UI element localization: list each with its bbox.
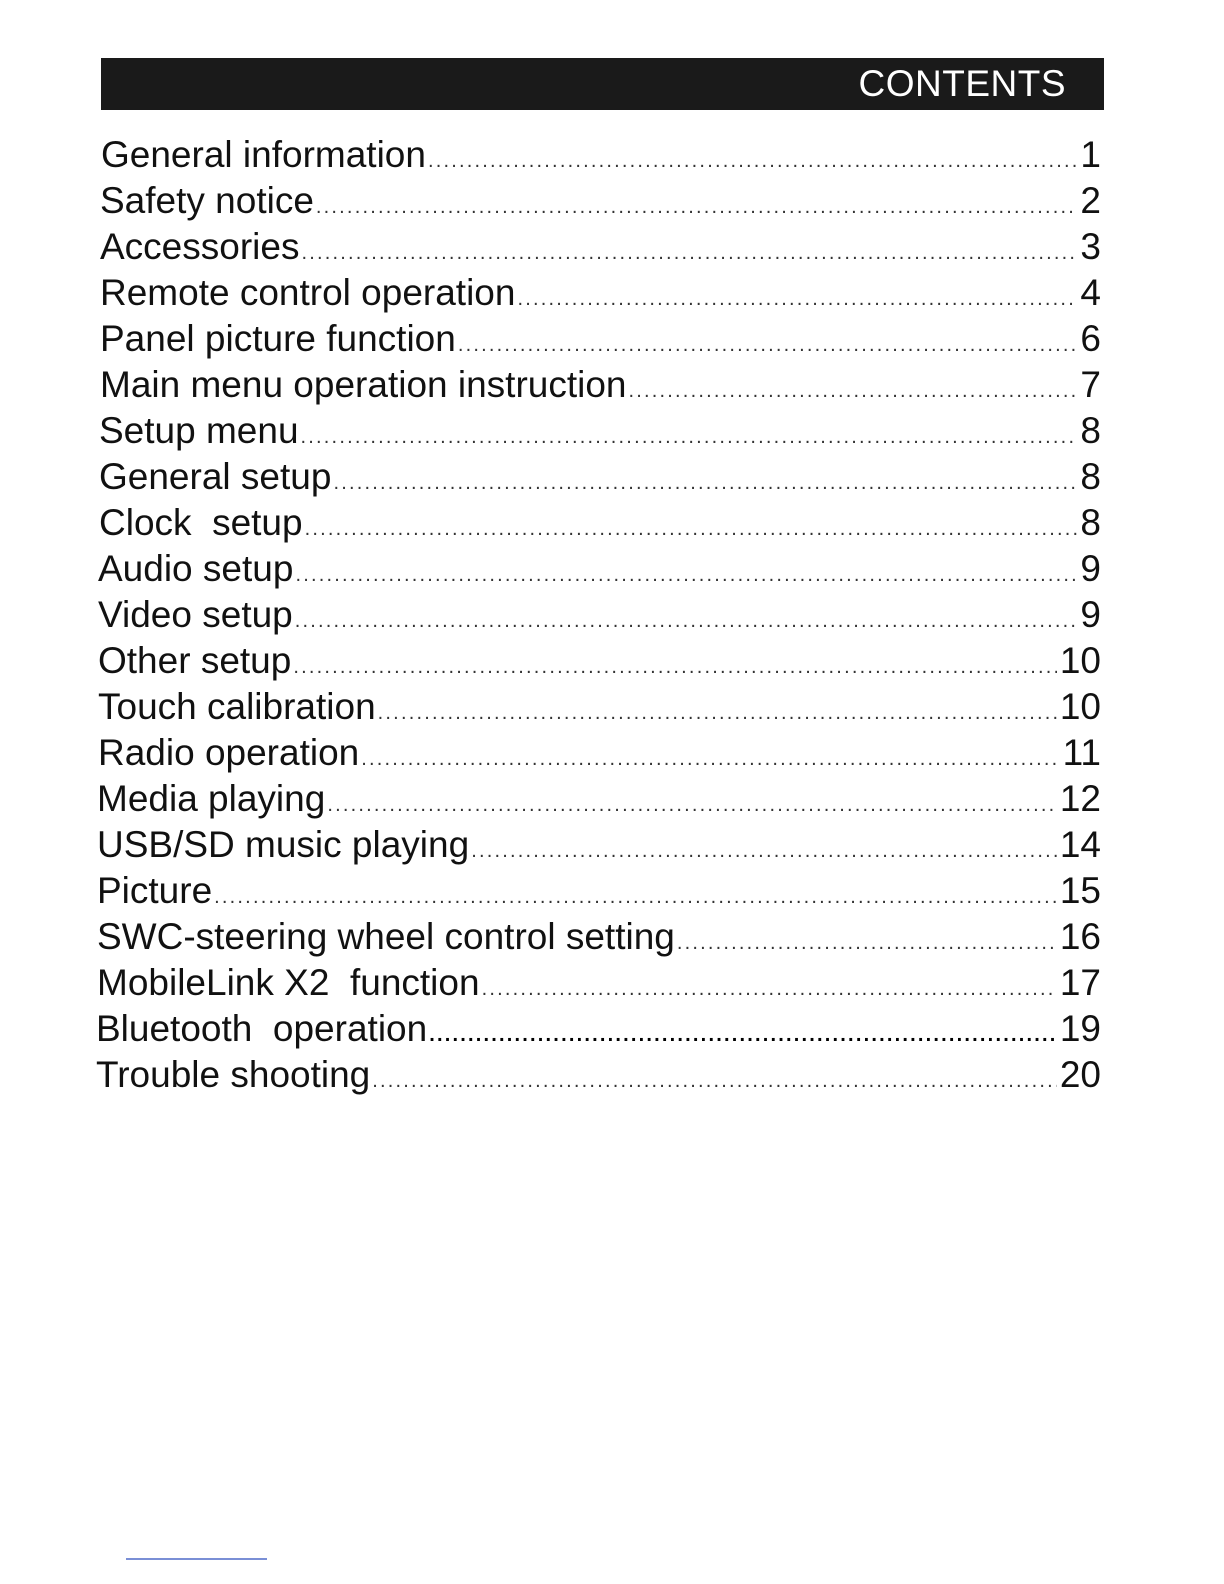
toc-dot-leader: [295, 598, 1078, 638]
toc-dot-leader: [316, 184, 1078, 224]
toc-entry-page: 15: [1059, 870, 1101, 911]
toc-dot-leader: [295, 552, 1077, 592]
toc-entry-title: Remote control operation: [100, 272, 516, 313]
toc-dot-leader: [361, 736, 1059, 776]
page-title: CONTENTS: [858, 63, 1066, 104]
toc-dot-leader: [629, 368, 1078, 408]
toc-entry-main-menu-operation[interactable]: [100, 362, 1101, 408]
toc-entry-page: 10: [1059, 640, 1101, 681]
toc-entry-title: Picture: [97, 870, 213, 911]
toc-entry-panel-picture-function[interactable]: [100, 316, 1101, 362]
toc-entry-audio-setup[interactable]: [98, 546, 1101, 592]
toc-entry-title: Accessories: [100, 226, 300, 267]
toc-entry-accessories[interactable]: [100, 224, 1101, 270]
toc-dot-leader: [458, 322, 1078, 362]
toc-entry-media-playing[interactable]: [97, 776, 1101, 822]
toc-entry-trouble-shooting[interactable]: [96, 1052, 1101, 1098]
toc-dot-leader: [327, 782, 1057, 822]
toc-dot-leader: [372, 1058, 1057, 1098]
toc-entry-page: 7: [1080, 364, 1101, 405]
toc-entry-usb-sd-music-playing[interactable]: [97, 822, 1101, 868]
toc-entry-page: 12: [1059, 778, 1101, 819]
toc-entry-title: Trouble shooting: [96, 1054, 371, 1095]
toc-dot-leader: [677, 920, 1057, 960]
footer-divider: [126, 1558, 267, 1560]
toc-entry-page: 8: [1080, 502, 1101, 543]
toc-entry-title: Media playing: [97, 778, 326, 819]
toc-entry-bluetooth-operation[interactable]: [96, 1006, 1101, 1052]
toc-entry-page: 1: [1080, 134, 1101, 175]
toc-dot-leader: [301, 230, 1077, 270]
toc-entry-page: 2: [1080, 180, 1101, 221]
toc-entry-page: 11: [1062, 732, 1101, 773]
toc-dot-leader: [471, 828, 1057, 868]
toc-entry-page: 3: [1080, 226, 1101, 267]
toc-entry-title: General information: [101, 134, 426, 175]
toc-entry-page: 16: [1059, 916, 1101, 957]
toc-dot-leader: [333, 460, 1077, 500]
toc-dot-leader: [429, 1012, 1057, 1052]
toc-entry-title: Other setup: [98, 640, 292, 681]
toc-dot-leader: [482, 966, 1057, 1006]
toc-entry-picture[interactable]: [97, 868, 1101, 914]
toc-entry-general-information[interactable]: [101, 132, 1101, 178]
toc-entry-title: Video setup: [98, 594, 293, 635]
toc-dot-leader: [428, 138, 1077, 178]
toc-entry-page: 6: [1080, 318, 1101, 359]
toc-entry-page: 9: [1080, 548, 1101, 589]
toc-entry-page: 19: [1059, 1008, 1101, 1049]
toc-entry-general-setup[interactable]: [99, 454, 1101, 500]
toc-entry-title: Main menu operation instruction: [100, 364, 627, 405]
toc-entry-page: 17: [1059, 962, 1101, 1003]
toc-dot-leader: [293, 644, 1057, 684]
toc-entry-video-setup[interactable]: [98, 592, 1101, 638]
toc-entry-title: Clock setup: [99, 502, 303, 543]
toc-entry-setup-menu[interactable]: [99, 408, 1101, 454]
toc-entry-other-setup[interactable]: [98, 638, 1101, 684]
toc-dot-leader: [301, 414, 1078, 454]
toc-entry-page: 8: [1080, 456, 1101, 497]
toc-entry-page: 8: [1080, 410, 1101, 451]
toc-dot-leader: [378, 690, 1057, 730]
toc-entry-touch-calibration[interactable]: [98, 684, 1101, 730]
toc-entry-title: MobileLink X2 function: [97, 962, 480, 1003]
toc-entry-page: 14: [1059, 824, 1101, 865]
toc-entry-title: Panel picture function: [100, 318, 456, 359]
toc-entry-title: Radio operation: [98, 732, 360, 773]
toc-entry-title: SWC-steering wheel control setting: [97, 916, 675, 957]
toc-entry-title: Bluetooth operation: [96, 1008, 428, 1049]
toc-dot-leader: [214, 874, 1057, 914]
toc-entry-title: Touch calibration: [98, 686, 376, 727]
toc-entry-clock-setup[interactable]: [99, 500, 1101, 546]
toc-entry-title: USB/SD music playing: [97, 824, 470, 865]
toc-entry-mobilelink-x2-function[interactable]: [97, 960, 1101, 1006]
toc-dot-leader: [517, 276, 1077, 316]
toc-dot-leader: [305, 506, 1078, 546]
toc-entry-radio-operation[interactable]: [98, 730, 1101, 776]
toc-entry-remote-control-operation[interactable]: [100, 270, 1101, 316]
toc-entry-page: 4: [1080, 272, 1101, 313]
toc-entry-swc-steering-wheel-control[interactable]: [97, 914, 1101, 960]
toc-entry-safety-notice[interactable]: [100, 178, 1101, 224]
toc-entry-title: General setup: [99, 456, 332, 497]
toc-entry-page: 20: [1059, 1054, 1101, 1095]
toc-entry-title: Setup menu: [99, 410, 299, 451]
toc-entry-page: 10: [1059, 686, 1101, 727]
toc-entry-title: Safety notice: [100, 180, 314, 221]
toc-entry-title: Audio setup: [98, 548, 294, 589]
toc-entry-page: 9: [1080, 594, 1101, 635]
